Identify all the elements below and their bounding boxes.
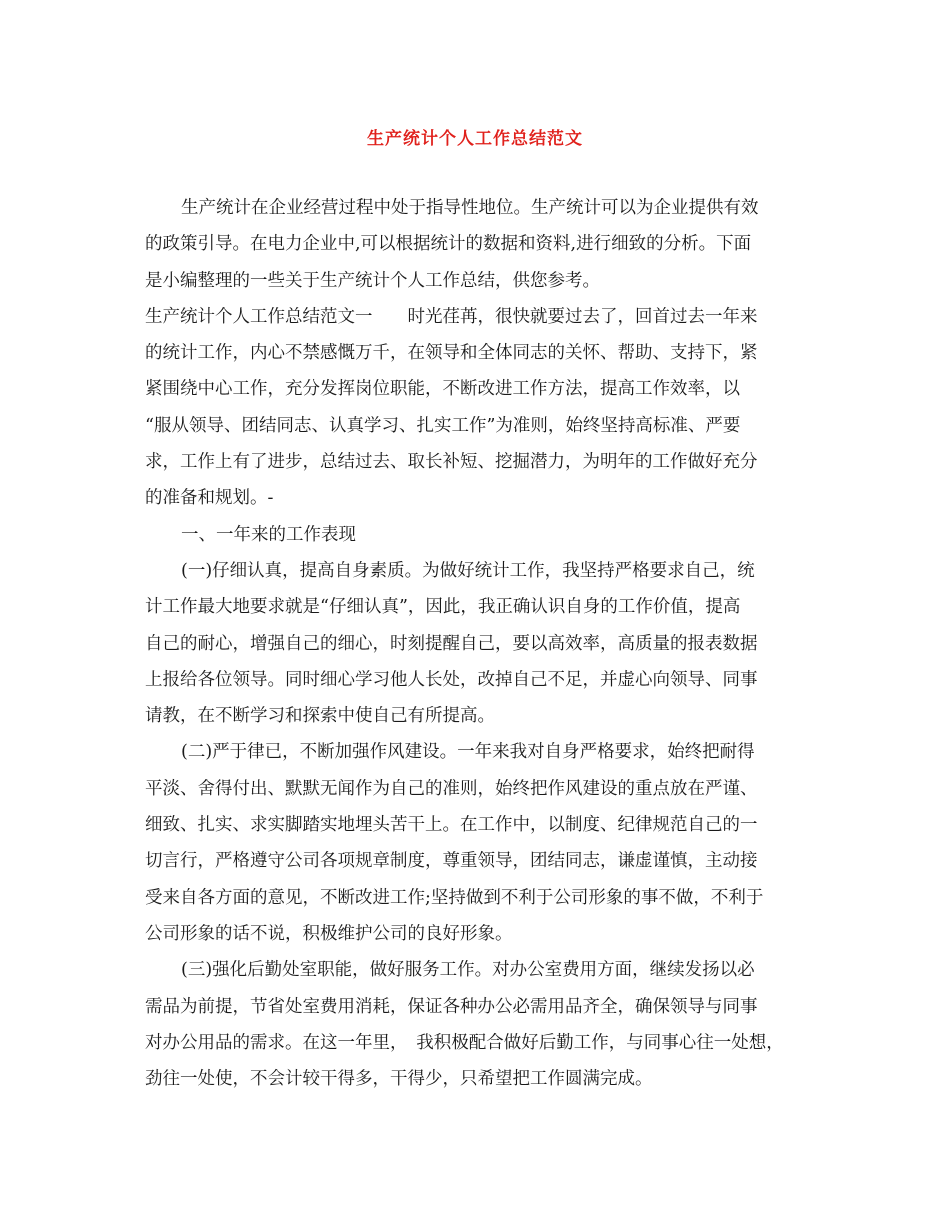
paragraph-line: (二)严于律已，不断加强作风建设。一年来我对自身严格要求，始终把耐得 [181, 742, 755, 763]
document-title: 生产统计个人工作总结范文 [367, 129, 583, 149]
paragraph-line: “服从领导、团结同志、认真学习、扎实工作”为准则，始终坚持高标准、严要 [145, 415, 741, 436]
paragraph-line: 公司形象的话不说，积极维护公司的良好形象。 [145, 923, 513, 944]
paragraph-line: 自己的耐心，增强自己的细心，时刻提醒自己，要以高效率，高质量的报表数据 [145, 633, 758, 654]
paragraph-line: 求，工作上有了进步，总结过去、取长补短、挖掘潜力，为明年的工作做好充分 [145, 452, 758, 473]
paragraph-line: 是小编整理的一些关于生产统计个人工作总结，供您参考。 [145, 270, 600, 291]
paragraph-line: 的统计工作，内心不禁感慨万千，在领导和全体同志的关怀、帮助、支持下，紧 [145, 343, 758, 364]
paragraph-line: (三)强化后勤处室职能，做好服务工作。对办公室费用方面，继续发扬以必 [181, 960, 755, 981]
paragraph-line: 的政策引导。在电力企业中,可以根据统计的数据和资料,进行细致的分析。下面 [145, 234, 752, 255]
paragraph-line: 的准备和规划。- [145, 488, 274, 509]
paragraph-line: 紧围绕中心工作，充分发挥岗位职能，不断改进工作方法，提高工作效率，以 [145, 379, 740, 400]
paragraph-line: 计工作最大地要求就是“仔细认真”，因此，我正确认识自身的工作价值，提高 [145, 597, 741, 618]
paragraph-line: 生产统计在企业经营过程中处于指导性地位。生产统计可以为企业提供有效 [181, 198, 759, 218]
paragraph-line: 切言行，严格遵守公司各项规章制度，尊重领导，团结同志，谦虚谨慎，主动接 [145, 851, 758, 872]
paragraph-line: 劲往一处使，不会计较干得多，干得少，只希望把工作圆满完成。 [145, 1069, 653, 1090]
paragraph-line: 平淡、舍得付出、默默无闻作为自己的准则，始终把作风建设的重点放在严谨、 [145, 778, 758, 799]
paragraph-line: 生产统计个人工作总结范文一 时光荏苒，很快就要过去了，回首过去一年来 [145, 306, 758, 327]
paragraph-line: 对办公用品的需求。在这一年里， 我积极配合做好后勤工作，与同事心往一处想， [145, 1032, 784, 1053]
paragraph-line: 需品为前提，节省处室费用消耗，保证各种办公必需用品齐全，确保领导与同事 [145, 996, 758, 1017]
paragraph-line: 上报给各位领导。同时细心学习他人长处，改掉自己不足，并虚心向领导、同事 [145, 669, 758, 690]
section-heading: 一、一年来的工作表现 [181, 524, 356, 545]
paragraph-line: 受来自各方面的意见，不断改进工作;坚持做到不利于公司形象的事不做，不利于 [145, 887, 764, 908]
paragraph-line: (一)仔细认真，提高自身素质。为做好统计工作，我坚持严格要求自己，统 [181, 560, 755, 581]
document-body [145, 190, 815, 1097]
paragraph-line: 细致、扎实、求实脚踏实地埋头苦干上。在工作中，以制度、纪律规范自己的一 [145, 815, 758, 836]
paragraph-line: 请教，在不断学习和探索中使自己有所提高。 [145, 706, 495, 727]
